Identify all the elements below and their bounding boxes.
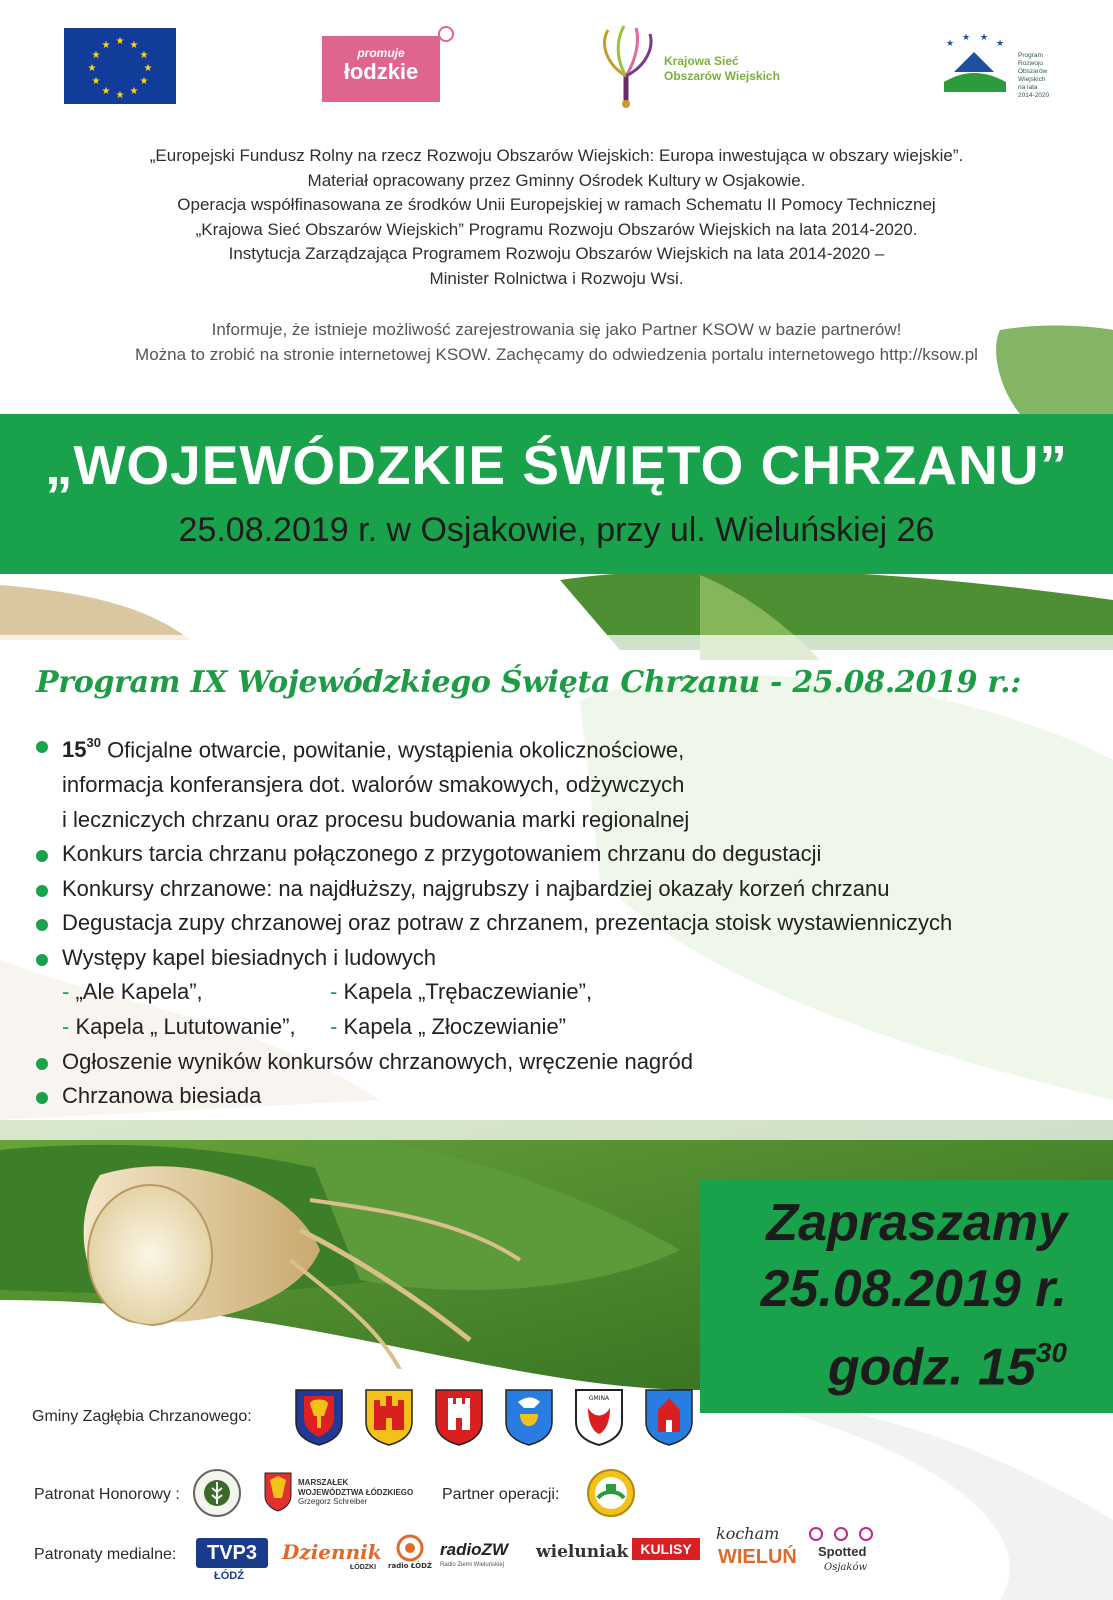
prow-emblem-icon bbox=[934, 30, 1018, 106]
invitation-box bbox=[700, 1180, 1113, 1413]
svg-text:★: ★ bbox=[139, 76, 149, 87]
crest-1-icon bbox=[294, 1388, 344, 1446]
crest-4-icon bbox=[504, 1388, 554, 1446]
event-title: „WOJEWÓDZKIE ŚWIĘTO CHRZANU” bbox=[44, 434, 1069, 496]
partner-label: Partner operacji: bbox=[442, 1486, 560, 1503]
band-name: Kapela „Trębaczewianie”, bbox=[343, 979, 593, 1005]
svg-text:★: ★ bbox=[129, 86, 139, 97]
item-text: i leczniczych chrzanu oraz procesu budowania marki regionalnej bbox=[62, 806, 690, 832]
prow-logo bbox=[934, 30, 1054, 106]
svg-text:★: ★ bbox=[101, 40, 111, 51]
invite-time-minutes: 30 bbox=[1035, 1337, 1067, 1368]
band-name: Kapela „ Złoczewianie” bbox=[343, 1014, 566, 1040]
list-item-continuation bbox=[36, 768, 952, 803]
info-line: „Krajowa Sieć Obszarów Wiejskich” Programu Rozwoju Obszarów Wiejskich na lata 2014-2020. bbox=[195, 219, 918, 239]
crest-2-icon bbox=[364, 1388, 414, 1446]
bullet-icon bbox=[36, 1058, 48, 1070]
band-item: - „Ale Kapela”, bbox=[62, 979, 203, 1005]
svg-text:★: ★ bbox=[143, 63, 153, 74]
prow-line1: Program bbox=[1018, 52, 1043, 59]
note-line: Można to zrobić na stronie internetowej KSOW. Zachęcamy do odwiedzenia portalu internetowego http://ksow.pl bbox=[135, 344, 978, 364]
invite-date: 25.08.2019 r. bbox=[760, 1260, 1067, 1318]
svg-text:★: ★ bbox=[996, 39, 1005, 49]
list-item bbox=[36, 906, 952, 941]
svg-text:★: ★ bbox=[91, 50, 101, 61]
radio-zw-sub: Radio Ziemi Wieluńskiej bbox=[440, 1562, 505, 1568]
radio-zw-logo: radioZW bbox=[440, 1540, 508, 1559]
crest-5-icon bbox=[574, 1388, 624, 1446]
funding-info-text bbox=[0, 144, 1113, 291]
osjakow-text: Osjaków bbox=[824, 1562, 868, 1573]
svg-text:★: ★ bbox=[946, 39, 955, 49]
bullet-icon bbox=[36, 885, 48, 897]
list-item bbox=[36, 837, 952, 872]
prow-text bbox=[1018, 52, 1054, 100]
marszalek-line2: WOJEWÓDZTWA ŁÓDZKIEGO bbox=[298, 1487, 414, 1497]
prow-line2: Rozwoju bbox=[1018, 60, 1043, 67]
svg-text:★: ★ bbox=[87, 63, 97, 74]
list-item bbox=[36, 941, 952, 976]
band-item: - Kapela „ Lututowanie”, bbox=[62, 1014, 296, 1040]
bands-list bbox=[36, 975, 952, 1044]
item-text: Ogłoszenie wyników konkursów chrzanowych, wręczenie nagród bbox=[62, 1048, 693, 1074]
list-item bbox=[36, 1045, 952, 1080]
band-name: „Ale Kapela”, bbox=[75, 979, 203, 1005]
start-time-minutes: 30 bbox=[86, 735, 101, 750]
crest-3-icon bbox=[434, 1388, 484, 1446]
bullet-icon bbox=[36, 954, 48, 966]
invite-time-text: godz. 15 bbox=[827, 1338, 1036, 1397]
prow-line3: Obszarów bbox=[1018, 68, 1048, 75]
bullet-icon bbox=[36, 850, 48, 862]
svg-text:★: ★ bbox=[91, 76, 101, 87]
event-title-band bbox=[0, 414, 1113, 574]
spotted-text: Spotted bbox=[818, 1544, 867, 1559]
svg-text:★: ★ bbox=[139, 50, 149, 61]
prow-line5: na lata 2014-2020 bbox=[1018, 84, 1050, 99]
dziennik-sub: ŁÓDZKI bbox=[350, 1564, 377, 1571]
kulisy-logo: KULISY bbox=[632, 1538, 700, 1560]
gminy-label: Gminy Zagłębia Chrzanowego: bbox=[32, 1408, 252, 1425]
radio-lodz-icon bbox=[388, 1534, 432, 1570]
registered-mark-icon bbox=[438, 26, 454, 42]
svg-text:★: ★ bbox=[962, 33, 971, 43]
item-text: Oficjalne otwarcie, powitanie, wystąpienia okolicznościowe, bbox=[100, 737, 685, 763]
band-item: - Kapela „Trębaczewianie”, bbox=[330, 979, 593, 1005]
eu-stars-icon bbox=[64, 28, 176, 104]
crest-6-icon bbox=[644, 1388, 694, 1446]
svg-text:★: ★ bbox=[115, 90, 125, 101]
item-text: Degustacja zupy chrzanowej oraz potraw z chrzanem, prezentacja stoisk wystawienniczych bbox=[62, 910, 953, 936]
kocham-text: kocham bbox=[716, 1524, 780, 1543]
program-heading: Program IX Wojewódzkiego Święta Chrzanu - 25.08.2019 r.: bbox=[36, 665, 1022, 700]
item-text: Chrzanowa biesiada bbox=[62, 1083, 262, 1109]
partner-logo-icon bbox=[586, 1468, 636, 1518]
crest-5-label: GMINA bbox=[588, 1395, 610, 1402]
svg-text:★: ★ bbox=[115, 36, 125, 47]
logo-promuje-text: promuje bbox=[357, 46, 405, 60]
item-text: Występy kapel biesiadnych i ludowych bbox=[62, 944, 436, 970]
sponsor-logo-row bbox=[0, 24, 1113, 114]
marszalek-line1: MARSZAŁEK bbox=[298, 1478, 349, 1487]
info-line: Instytucja Zarządzająca Programem Rozwoju Obszarów Wiejskich na lata 2014-2020 – bbox=[228, 244, 885, 263]
list-item bbox=[36, 728, 952, 768]
item-text: informacja konferansjera dot. walorów smakowych, odżywczych bbox=[62, 771, 685, 797]
item-text: Konkursy chrzanowe: na najdłuższy, najgrubszy i najbardziej okazały korzeń chrzanu bbox=[62, 875, 890, 901]
bullet-icon bbox=[36, 741, 48, 753]
band-name: Kapela „ Lututowanie”, bbox=[75, 1014, 296, 1040]
tvp3-logo: TVP3 bbox=[196, 1538, 268, 1568]
program-list bbox=[36, 728, 952, 1114]
spotted-glasses-icon bbox=[806, 1526, 876, 1542]
svg-text:★: ★ bbox=[980, 33, 989, 43]
patronat-label: Patronat Honorowy : bbox=[34, 1486, 180, 1503]
ksow-partner-note bbox=[0, 318, 1113, 367]
note-line: Informuje, że istnieje możliwość zarejestrowania się jako Partner KSOW w bazie partnerów! bbox=[211, 320, 902, 339]
media-label: Patronaty medialne: bbox=[34, 1546, 177, 1563]
list-item-continuation bbox=[36, 803, 952, 838]
ksow-line1: Krajowa Sieć bbox=[664, 54, 739, 68]
start-time bbox=[62, 737, 101, 762]
logo-lodzkie-text: łodzkie bbox=[343, 59, 419, 84]
bullet-icon bbox=[36, 1092, 48, 1104]
list-item bbox=[36, 872, 952, 907]
event-date-location: 25.08.2019 r. w Osjakowie, przy ul. Wieluńskiej 26 bbox=[178, 511, 935, 549]
eu-flag-logo bbox=[64, 28, 176, 104]
item-text: Konkurs tarcia chrzanu połączonego z przygotowaniem chrzanu do degustacji bbox=[62, 841, 822, 867]
promuje-lodzkie-logo bbox=[322, 36, 440, 102]
band-item: - Kapela „ Złoczewianie” bbox=[330, 1014, 566, 1040]
svg-text:★: ★ bbox=[129, 40, 139, 51]
wielun-logo: WIELUŃ bbox=[718, 1546, 797, 1568]
info-line: Materiał opracowany przez Gminny Ośrodek Kultury w Osjakowie. bbox=[307, 170, 806, 190]
start-time-hour: 15 bbox=[62, 737, 87, 763]
ksow-line2: Obszarów Wiejskich bbox=[664, 69, 780, 83]
krajowa-siec-text bbox=[664, 54, 780, 84]
bullet-icon bbox=[36, 919, 48, 931]
svg-text:★: ★ bbox=[101, 86, 111, 97]
dziennik-logo: Dziennik bbox=[282, 1540, 382, 1564]
invite-time bbox=[700, 1324, 1067, 1400]
wieluniak-logo: wieluniak bbox=[536, 1542, 629, 1562]
info-line: Minister Rolnictwa i Rozwoju Wsi. bbox=[429, 268, 684, 288]
voivodeship-crest-icon bbox=[264, 1472, 292, 1512]
invite-line-1: Zapraszamy bbox=[766, 1194, 1067, 1252]
info-line: „Europejski Fundusz Rolny na rzecz Rozwoju Obszarów Wiejskich: Europa inwestująca w obszary wiejskie”. bbox=[149, 146, 964, 165]
marszalek-line3: Grzegorz Schreiber bbox=[298, 1497, 368, 1506]
info-line: Operacja współfinasowana ze środków Unii Europejskiej w ramach Schematu II Pomocy Technicznej bbox=[177, 195, 936, 214]
krajowa-siec-logo bbox=[596, 24, 796, 108]
radio-lodz-label: radio ŁÓDŹ bbox=[388, 1562, 432, 1570]
patronat-seal-icon bbox=[192, 1468, 242, 1518]
marszalek-logo bbox=[264, 1472, 414, 1516]
list-item bbox=[36, 1079, 952, 1114]
tree-icon bbox=[596, 24, 660, 108]
tvp3-sub: ŁÓDŹ bbox=[214, 1570, 244, 1582]
prow-line4: Wiejskich bbox=[1018, 76, 1046, 83]
